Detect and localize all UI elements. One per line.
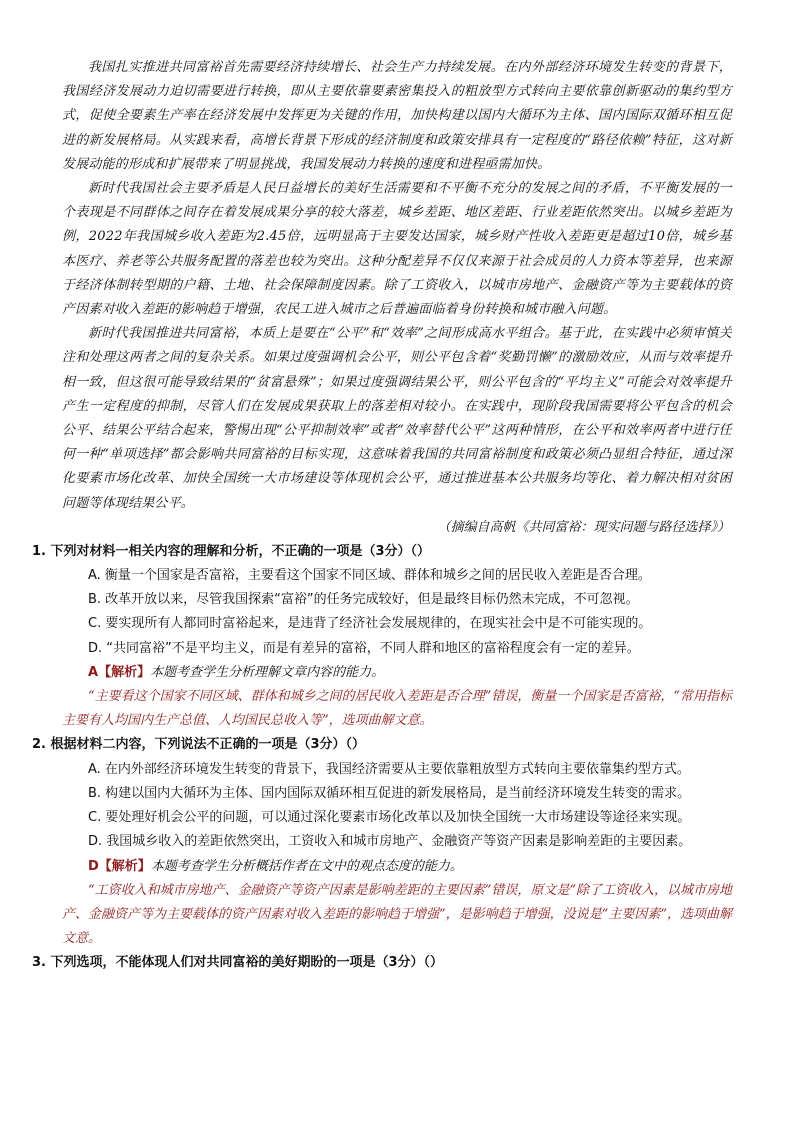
passage-paragraph: 新时代我国社会主要矛盾是人民日益增长的美好生活需要和不平衡不充分的发展之间的矛盾，不平衡发展的一个表现是不同群体之间存在着发展成果分享的较大落差，城乡差距、地区差距、行业差距依然突出。以城乡差距为例，2022年我国城乡收入差距为2.45倍，远明显高于主要发达国家，城乡财产性收入差距更是超过10倍，城乡基本医疗、养老等公共服务配置的落差也较为突出。这种分配差异不仅仅来源于社会成员的人力资本等差异，也来源于经济体制转型期的户籍、土地、社会保障制度因素。除了工资收入，以城市房地产、金融资产等为主要载体的资产因素对收入差距的影响趋于增强，农民工进入城市之后普遍面临着身份转换和城市融入问题。 [62,181,732,318]
question-3-stem: 3. 下列选项，不能体现人们对共同富裕的美好期盼的一项是（3分）（） [32,955,444,971]
passage-paragraph: 新时代我国推进共同富裕，本质上是要在“公平”和“效率”之间形成高水平组合。基于此，在实践中必须审慎关注和处理这两者之间的复杂关系。如果过度强调机会公平，则公平包含着“奖勤罚懒”的激励效应，从而与效率提升相一致，但这很可能导致结果的“贫富悬殊”；如果过度强调结果公平，则公平包含的“平均主义”可能会对效率提升产生一定程度的抑制，尽管人们在发展成果获取上的落差相对较小。在实践中，现阶段我国需要将公平包含的机会公平、结果公平结合起来，警惕出现“公平抑制效率”或者“效率替代公平”这两种情形，在公平和效率两者中进行任何一种“单项选择”都会影响共同富裕的目标实现，这意味着我国的共同富裕制度和政策必须凸显组合特征，通过深化要素市场化改革、加快全国统一大市场建设等体现机会公平，通过推进基本公共服务均等化、着力解决相对贫困问题等体现结果公平。 [62,326,732,511]
passage-source: （摘编自高帆《共同富裕：现实问题与路径选择》） [437,519,730,535]
question-2-answer: D [88,858,99,874]
analysis-tag: 【解析】 [98,664,151,680]
question-1-analysis-body: “主要看这个国家不同区域、群体和城乡之间的居民收入差距是否合理”错误，衡量一个国家是否富裕，“常用指标主要有人均国内生产总值、人均国民总收入等”，选项曲解文意。 [62,689,732,729]
question-2-analysis-head [62,855,732,879]
question-2-stem: 2. 根据材料二内容，下列说法不正确的一项是（3分）（） [32,737,366,753]
question-2-option-c: C. 要处理好机会公平的问题，可以通过深化要素市场化改革以及加快全国统一大市场建设等途径来实现。 [88,810,691,826]
question-1-option-a: A. 衡量一个国家是否富裕，主要看这个国家不同区域、群体和城乡之间的居民收入差距是否合理。 [88,568,651,584]
question-2-option-a: A. 在内外部经济环境发生转变的背景下，我国经济需要从主要依靠粗放型方式转向主要依靠集约型方式。 [88,761,690,777]
question-2-option-b: B. 构建以国内大循环为主体、国内国际双循环相互促进的新发展格局，是当前经济环境发生转变的需求。 [88,785,691,801]
question-2-option-d: D. 我国城乡收入的差距依然突出，工资收入和城市房地产、金融资产等资产因素是影响差距的主要因素。 [88,834,692,850]
analysis-tag: 【解析】 [98,858,151,874]
question-2-analysis-summary: 本题考查学生分析概括作者在文中的观点态度的能力。 [150,858,463,874]
question-1-answer: A [88,664,99,680]
passage-paragraph: 我国扎实推进共同富裕首先需要经济持续增长、社会生产力持续发展。在内外部经济环境发生转变的背景下，我国经济发展动力迫切需要进行转换，即从主要依靠要素密集投入的粗放型方式转向主要依靠创新驱动的集约型方式，促使全要素生产率在经济发展中发挥更为关键的作用，加快构建以国内大循环为主体、国内国际双循环相互促进的新发展格局。从实践来看，高增长背景下形成的经济制度和政策安排具有一定程度的“路径依赖”特征，这对新发展动能的形成和扩展带来了明显挑战，我国发展动力转换的速度和进程亟需加快。 [62,60,732,172]
question-1-option-d: D. “共同富裕”不是平均主义，而是有差异的富裕，不同人群和地区的富裕程度会有一定的差异。 [88,640,640,656]
question-2-analysis-body: “工资收入和城市房地产、金融资产等资产因素是影响差距的主要因素”错误，原文是“除了工资收入，以城市房地产、金融资产等为主要载体的资产因素对收入差距的影响趋于增强”，是影响趋于增强，没说是“主要因素”，选项曲解文意。 [62,882,732,947]
question-1-analysis-summary: 本题考查学生分析理解文章内容的能力。 [150,664,385,680]
question-1-stem: 1. 下列对材料一相关内容的理解和分析，不正确的一项是（3分）（） [32,543,431,559]
question-1-option-c: C. 要实现所有人都同时富裕起来，是违背了经济社会发展规律的，在现实社会中是不可能实现的。 [88,616,652,632]
question-1-option-b: B. 改革开放以来，尽管我国探索“富裕”的任务完成较好，但是最终目标仍然未完成，不可忽视。 [88,592,639,608]
question-1-analysis-head [62,661,732,685]
